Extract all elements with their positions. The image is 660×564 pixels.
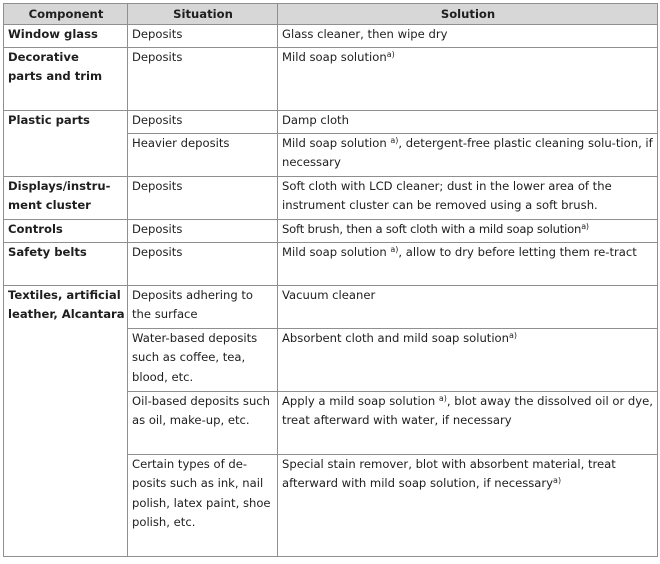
table-row <box>4 111 658 134</box>
situation-cell: Deposits <box>128 25 278 48</box>
solution-cell: Soft cloth with LCD cleaner; dust in the lower area of the instrument cluster can be removed using a soft brush. <box>278 177 658 220</box>
solution-text: Apply a mild soap solution <box>282 394 436 408</box>
solution-cell: Glass cleaner, then wipe dry <box>278 25 658 48</box>
situation-cell: Deposits adhering to the surface <box>128 286 278 329</box>
footnote-marker: a) <box>553 476 562 486</box>
footnote-marker: a) <box>438 394 447 403</box>
footnote-marker: a) <box>509 331 518 340</box>
component-cell: Displays/instru-ment cluster <box>4 177 128 220</box>
solution-cell <box>278 455 658 557</box>
component-cell: Textiles, artificial leather, Alcantara <box>4 286 128 557</box>
header-row <box>4 4 658 25</box>
solution-text: Special stain remover, blot with absorbent material, treat afterward with mild soap solution, if necessary <box>282 457 616 491</box>
header-situation: Situation <box>128 4 278 25</box>
component-cell: Controls <box>4 220 128 243</box>
situation-cell: Deposits <box>128 111 278 134</box>
solution-cell: Damp cloth <box>278 111 658 134</box>
solution-text: Mild soap solution <box>282 50 387 64</box>
solution-text: , detergent-free plastic cleaning solu-tion, if necessary <box>282 136 653 170</box>
solution-text: Soft brush, then a soft cloth with a mild soap solution <box>282 222 582 236</box>
footnote-marker: a) <box>390 245 399 254</box>
table-row <box>4 243 658 286</box>
solution-text: Mild soap solution <box>282 136 387 150</box>
solution-cell <box>278 134 658 177</box>
solution-cell <box>278 329 658 392</box>
header-solution: Solution <box>278 4 658 25</box>
table-row <box>4 177 658 220</box>
situation-cell: Deposits <box>128 220 278 243</box>
component-cell: Safety belts <box>4 243 128 286</box>
table-row <box>4 220 658 243</box>
cleaning-table-document <box>3 3 657 557</box>
table-row <box>4 25 658 48</box>
footnote-marker: a) <box>581 222 589 231</box>
table-row <box>4 286 658 329</box>
situation-cell: Oil-based deposits such as oil, make-up, etc. <box>128 392 278 455</box>
footnote-marker: a) <box>386 50 395 59</box>
situation-cell: Deposits <box>128 48 278 111</box>
situation-cell: Deposits <box>128 177 278 220</box>
solution-cell <box>278 243 658 286</box>
header-component: Component <box>4 4 128 25</box>
solution-cell <box>278 220 658 243</box>
solution-text: , allow to dry before letting them re-tract <box>398 245 637 259</box>
cleaning-table <box>3 3 658 557</box>
solution-cell <box>278 392 658 455</box>
solution-text: , blot away the dissolved oil or dye, treat afterward with water, if necessary <box>282 394 653 428</box>
table-row <box>4 48 658 111</box>
situation-cell: Heavier deposits <box>128 134 278 177</box>
component-cell: Plastic parts <box>4 111 128 177</box>
solution-cell <box>278 48 658 111</box>
situation-cell: Certain types of de-posits such as ink, nail polish, latex paint, shoe polish, etc. <box>128 455 278 557</box>
situation-cell: Deposits <box>128 243 278 286</box>
footnote-marker: a) <box>390 136 399 145</box>
solution-cell: Vacuum cleaner <box>278 286 658 329</box>
solution-text: Absorbent cloth and mild soap solution <box>282 331 510 345</box>
component-cell: Decorative parts and trim <box>4 48 128 111</box>
solution-text: Mild soap solution <box>282 245 387 259</box>
component-cell: Window glass <box>4 25 128 48</box>
situation-cell: Water-based deposits such as coffee, tea, blood, etc. <box>128 329 278 392</box>
